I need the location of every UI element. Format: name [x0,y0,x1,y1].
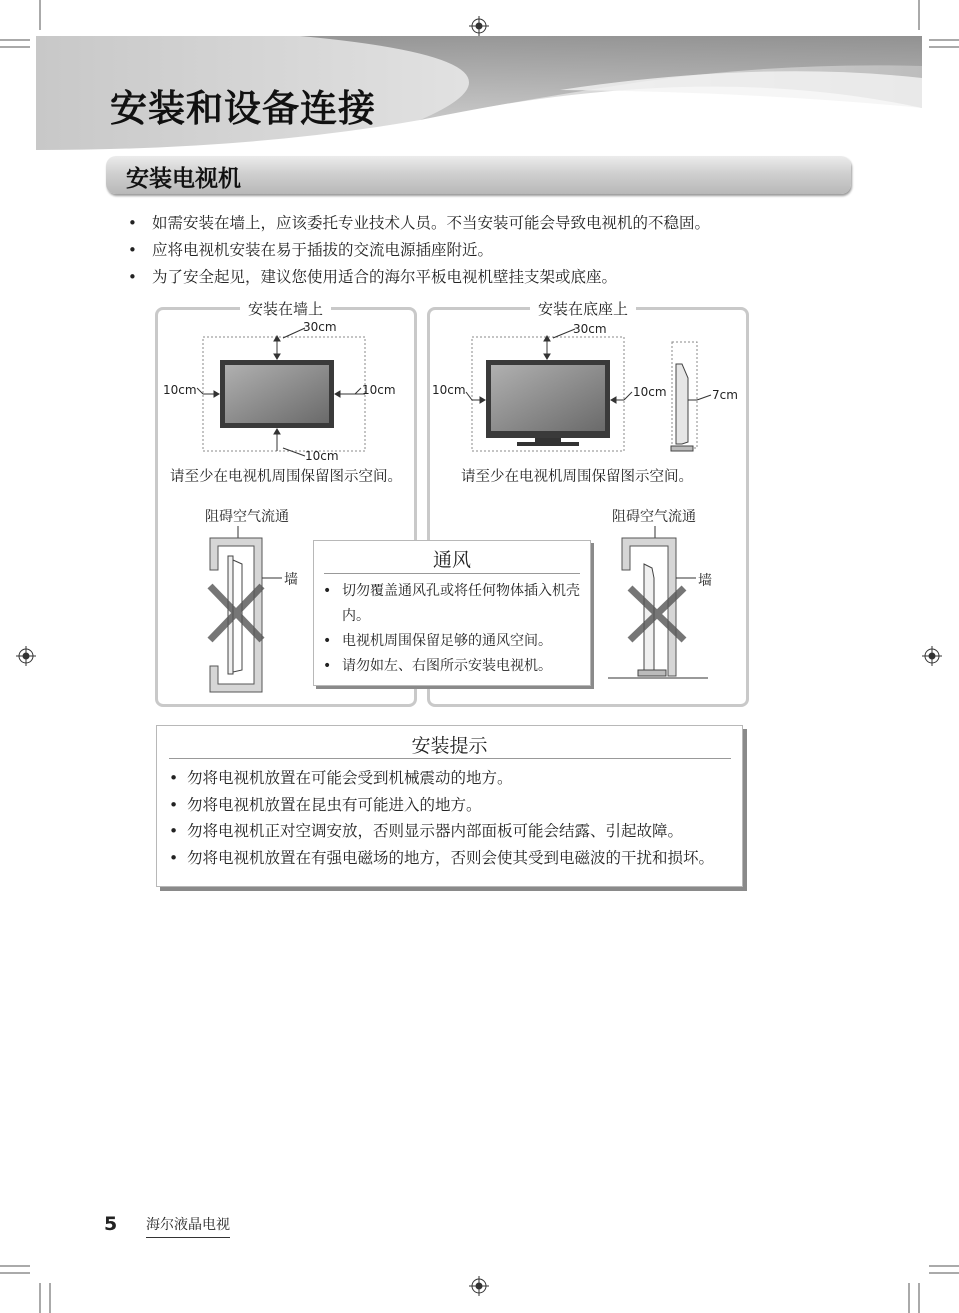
list-item: • 如需安装在墙上，应该委托专业技术人员。不当安装可能会导致电视机的不稳固。 [128,210,848,237]
list-item: • 请勿如左、右图所示安装电视机。 [322,654,582,679]
stand-top-clearance: 30cm [573,322,607,336]
wall-blocked-label: 阻碍空气流通 [205,509,289,525]
stand-right-clearance: 10cm [633,385,667,399]
wall-clearance-diagram [155,320,415,480]
stand-wall-label: 墙 [698,573,712,589]
wall-left-clearance: 10cm [163,383,197,397]
wall-label: 墙 [284,572,298,588]
divider [324,573,580,574]
ventilation-box [313,540,591,686]
wall-top-clearance: 30cm [303,320,337,334]
list-item: • 勿将电视机放置在可能会受到机械震动的地方。 [167,765,737,792]
ventilation-title: 通风 [432,549,471,571]
list-item: • 勿将电视机正对空调安放，否则显示器内部面板可能会结露、引起故障。 [167,818,737,845]
wall-bottom-clearance: 10cm [305,449,339,463]
page-title: 安装和设备连接 [110,87,376,130]
wall-blocked-diagram [200,520,300,700]
wall-right-clearance: 10cm [362,383,396,397]
wall-panel-title: 安装在墙上 [240,298,331,319]
ventilation-list [322,579,582,679]
stand-left-clearance: 10cm [432,383,466,397]
stand-blocked-label: 阻碍空气流通 [612,509,696,525]
list-item: • 勿将电视机放置在昆虫有可能进入的地方。 [167,792,737,819]
wall-caption: 请至少在电视机周围保留图示空间。 [170,469,402,485]
stand-blocked-diagram [600,520,720,682]
tips-list [167,765,737,871]
tips-title: 安装提示 [411,735,488,757]
stand-clearance-diagram [427,320,743,480]
list-item: • 切勿覆盖通风孔或将任何物体插入机壳内。 [322,579,582,629]
stand-caption: 请至少在电视机周围保留图示空间。 [461,469,693,485]
list-item: • 电视机周围保留足够的通风空间。 [322,629,582,654]
intro-bullet-list [128,210,848,291]
list-item: • 勿将电视机放置在有强电磁场的地方，否则会使其受到电磁波的干扰和损坏。 [167,845,737,872]
section-title: 安装电视机 [126,166,241,192]
page-number: 5 [104,1213,118,1235]
list-item: • 应将电视机安装在易于插拔的交流电源插座附近。 [128,237,848,264]
stand-rear-clearance: 7cm [712,388,738,402]
divider [169,758,731,759]
install-tips-box [156,725,743,887]
footer-title: 海尔液晶电视 [146,1214,230,1238]
stand-panel-title: 安装在底座上 [530,298,636,319]
list-item: • 为了安全起见，建议您使用适合的海尔平板电视机壁挂支架或底座。 [128,264,848,291]
